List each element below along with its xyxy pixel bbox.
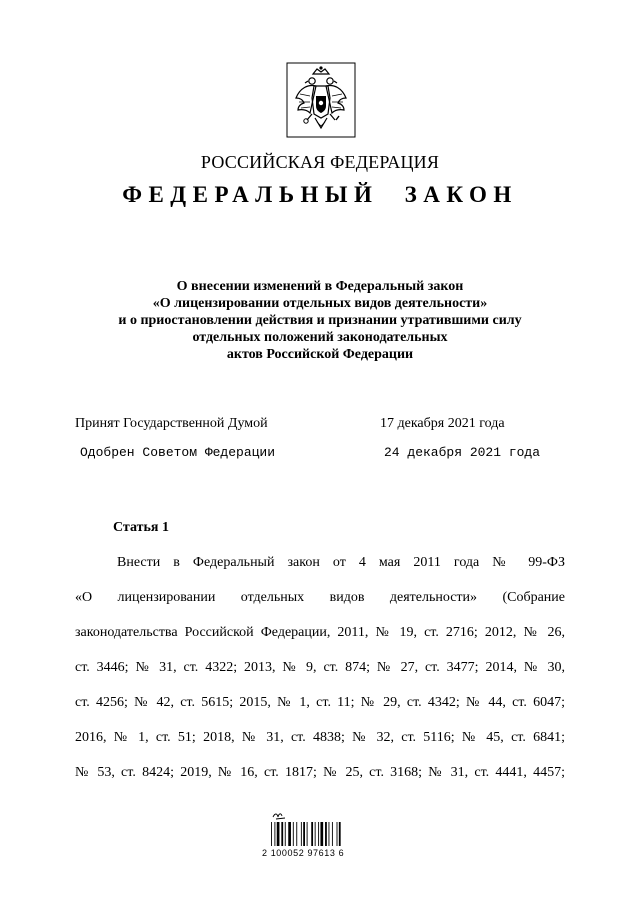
duma-adoption-label: Принят Государственной Думой — [75, 416, 268, 431]
law-title — [40, 278, 600, 363]
council-approval-label: Одобрен Советом Федерации — [80, 445, 276, 460]
duma-adoption-date: 17 декабря 2021 года — [380, 416, 505, 431]
article-line: Внести в Федеральный закон от 4 мая 2011 года № 99-ФЗ — [117, 555, 565, 570]
article-line: ст. 4256; № 42, ст. 5615; 2015, № 1, ст. 11; № 29, ст. 4342; № 44, ст. 6047; — [75, 695, 565, 710]
article-line: 2016, № 1, ст. 51; 2018, № 31, ст. 4838; № 32, ст. 5116; № 45, ст. 6841; — [75, 730, 565, 745]
law-title-line: О внесении изменений в Федеральный закон — [176, 279, 464, 294]
article-body — [75, 553, 565, 798]
country-name: РОССИЙСКАЯ ФЕДЕРАЦИЯ — [200, 152, 440, 172]
coat-of-arms-icon — [286, 62, 356, 138]
barcode-number: 2 100052 97613 6 — [262, 848, 345, 858]
law-title-line: актов Российской Федерации — [226, 347, 414, 362]
law-title-line: и о приостановлении действия и признании утратившими силу — [118, 313, 522, 328]
barcode-icon — [267, 810, 367, 870]
law-title-line: «О лицензировании отдельных видов деятельности» — [152, 296, 488, 311]
article-line: № 53, ст. 8424; 2019, № 16, ст. 1817; № 25, ст. 3168; № 31, ст. 4441, 4457; — [75, 765, 565, 780]
article-line: законодательства Российской Федерации, 2011, № 19, ст. 2716; 2012, № 26, — [75, 625, 565, 640]
law-title-line: отдельных положений законодательных — [192, 330, 448, 345]
council-approval-date: 24 декабря 2021 года — [384, 445, 541, 460]
law-type-heading: ФЕДЕРАЛЬНЫЙ ЗАКОН — [122, 182, 518, 207]
article-line: «О лицензировании отдельных видов деятельности» (Собрание — [75, 590, 565, 605]
article-heading: Статья 1 — [113, 520, 169, 535]
article-line: ст. 3446; № 31, ст. 4322; 2013, № 9, ст. 874; № 27, ст. 3477; 2014, № 30, — [75, 660, 565, 675]
